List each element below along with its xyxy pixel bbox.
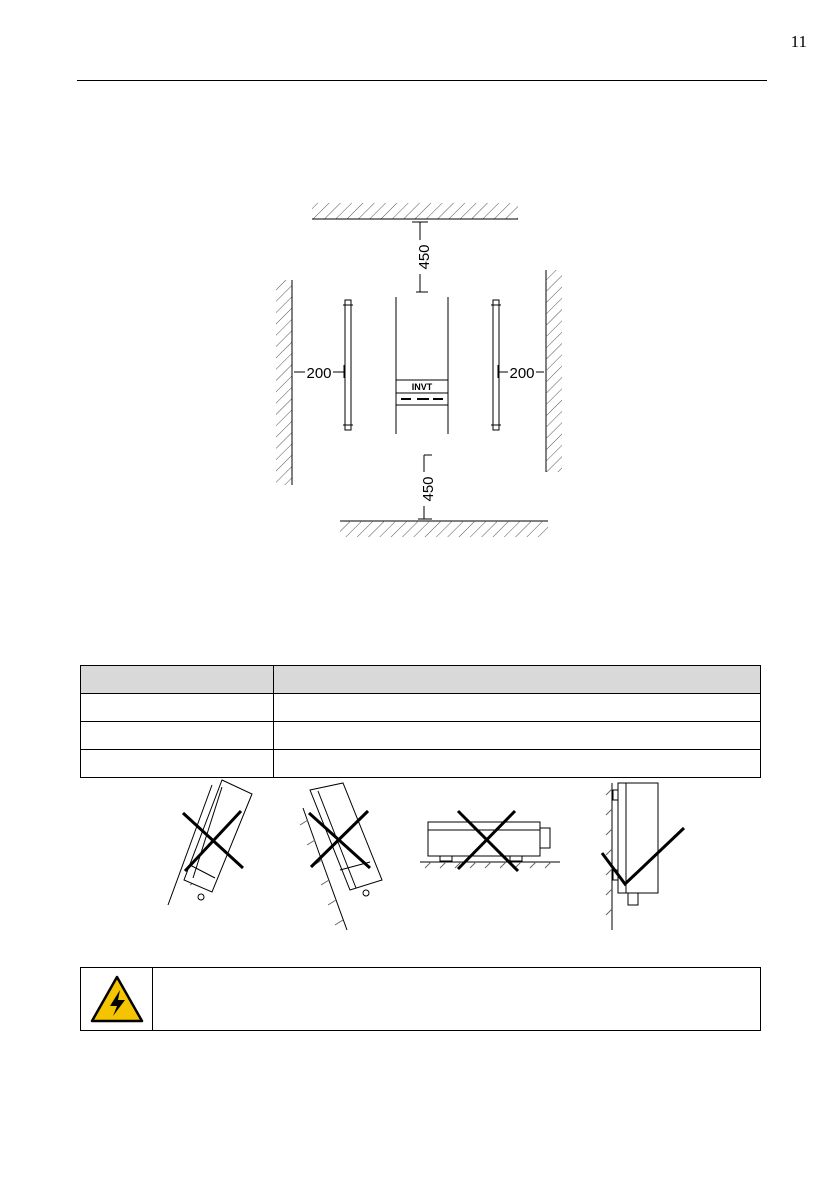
bottom-clearance-label: 450 [420,476,437,502]
warning-text [153,968,760,1030]
right-clearance-label: 200 [509,365,535,382]
device-logo: INVT [411,382,433,392]
left-clearance-label: 200 [306,365,332,382]
high-voltage-warning-icon [90,975,144,1023]
warning-icon-cell [81,968,153,1030]
warning-box [80,967,761,1031]
top-clearance-label: 450 [416,244,433,270]
page-number: 11 [790,32,807,51]
backward-tilt-example [300,783,382,930]
vertical-mount-example [606,783,658,930]
